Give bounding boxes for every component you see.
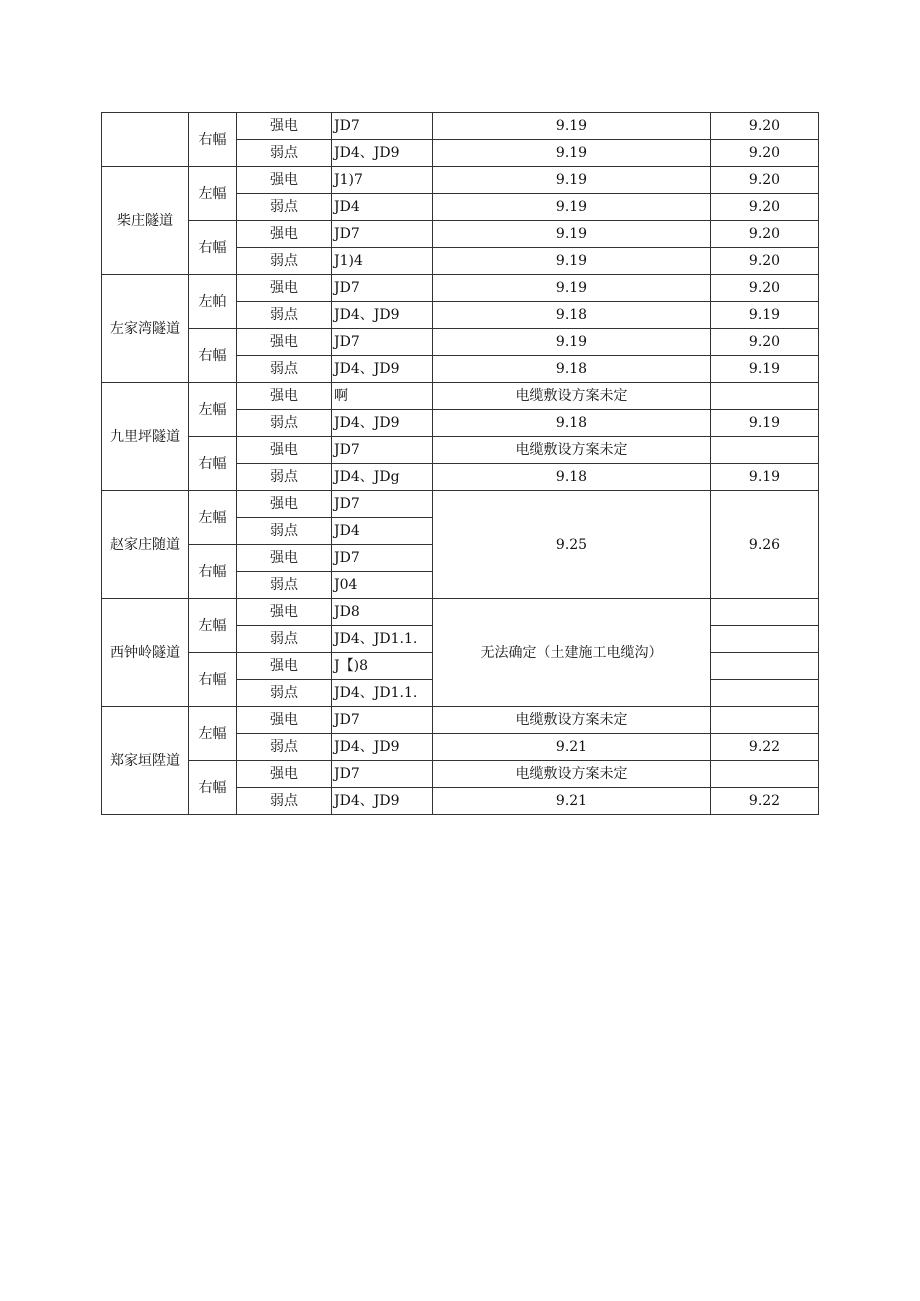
end-date-cell	[711, 680, 819, 707]
side-cell: 左帕	[189, 275, 237, 329]
table-row	[102, 329, 819, 356]
end-date-cell: 9.20	[711, 329, 819, 356]
end-date-cell: 9.22	[711, 788, 819, 815]
table-row	[102, 167, 819, 194]
side-cell: 左幅	[189, 599, 237, 653]
side-cell: 左幅	[189, 383, 237, 437]
junction-cell: JD4、JD9	[332, 140, 433, 167]
end-date-cell: 9.20	[711, 140, 819, 167]
table-row	[102, 383, 819, 410]
start-date-cell: 电缆敷设方案未定	[433, 437, 711, 464]
end-date-cell	[711, 707, 819, 734]
end-date-cell: 9.20	[711, 221, 819, 248]
start-date-cell: 9.18	[433, 410, 711, 437]
cable-type-cell: 弱点	[237, 572, 332, 599]
end-date-cell: 9.19	[711, 302, 819, 329]
end-date-cell: 9.22	[711, 734, 819, 761]
junction-cell: 啊	[332, 383, 433, 410]
cable-type-cell: 强电	[237, 599, 332, 626]
cable-type-cell: 弱点	[237, 356, 332, 383]
tunnel-name-cell: 郑家垣陞道	[102, 707, 189, 815]
cable-type-cell: 弱点	[237, 410, 332, 437]
side-cell: 右幅	[189, 113, 237, 167]
end-date-cell: 9.19	[711, 410, 819, 437]
end-date-cell: 9.20	[711, 248, 819, 275]
junction-cell: JD7	[332, 329, 433, 356]
table-row	[102, 113, 819, 140]
side-cell: 右幅	[189, 437, 237, 491]
start-date-cell: 9.19	[433, 140, 711, 167]
cable-type-cell: 弱点	[237, 464, 332, 491]
junction-cell: J04	[332, 572, 433, 599]
junction-cell: J1)7	[332, 167, 433, 194]
junction-cell: JD7	[332, 491, 433, 518]
table-row	[102, 761, 819, 788]
junction-cell: JD4、JD9	[332, 734, 433, 761]
start-date-cell: 9.19	[433, 113, 711, 140]
start-date-cell: 9.19	[433, 248, 711, 275]
cable-type-cell: 强电	[237, 653, 332, 680]
start-date-cell: 9.19	[433, 167, 711, 194]
end-date-cell	[711, 437, 819, 464]
end-date-cell: 9.19	[711, 464, 819, 491]
cable-type-cell: 弱点	[237, 734, 332, 761]
end-date-cell	[711, 383, 819, 410]
table-row	[102, 437, 819, 464]
junction-cell: J1)4	[332, 248, 433, 275]
side-cell: 右幅	[189, 653, 237, 707]
junction-cell: JD7	[332, 707, 433, 734]
junction-cell: JD4、JD9	[332, 788, 433, 815]
start-date-cell: 9.21	[433, 788, 711, 815]
junction-cell: JD7	[332, 275, 433, 302]
end-date-cell	[711, 761, 819, 788]
junction-cell: JD4、JD9	[332, 302, 433, 329]
cable-type-cell: 弱点	[237, 626, 332, 653]
table-row	[102, 221, 819, 248]
cable-type-cell: 强电	[237, 113, 332, 140]
table-row	[102, 491, 819, 518]
table-row	[102, 275, 819, 302]
end-date-cell: 9.19	[711, 356, 819, 383]
cable-type-cell: 弱点	[237, 788, 332, 815]
side-cell: 右幅	[189, 221, 237, 275]
tunnel-cable-schedule-table	[101, 112, 819, 815]
end-date-cell: 9.26	[711, 491, 819, 599]
table-row	[102, 707, 819, 734]
tunnel-name-cell: 赵家庄随道	[102, 491, 189, 599]
schedule-body	[102, 113, 819, 815]
tunnel-name-cell: 左家湾隧道	[102, 275, 189, 383]
start-date-cell: 9.18	[433, 464, 711, 491]
cable-type-cell: 强电	[237, 437, 332, 464]
junction-cell: JD4	[332, 194, 433, 221]
junction-cell: JD4	[332, 518, 433, 545]
cable-type-cell: 强电	[237, 221, 332, 248]
junction-cell: JD4、JD9	[332, 410, 433, 437]
cable-type-cell: 强电	[237, 275, 332, 302]
cable-type-cell: 强电	[237, 707, 332, 734]
end-date-cell	[711, 653, 819, 680]
tunnel-name-cell	[102, 113, 189, 167]
start-date-cell: 电缆敷设方案未定	[433, 707, 711, 734]
side-cell: 右幅	[189, 545, 237, 599]
cable-type-cell: 强电	[237, 491, 332, 518]
start-date-cell: 9.21	[433, 734, 711, 761]
cable-type-cell: 强电	[237, 167, 332, 194]
cable-type-cell: 强电	[237, 545, 332, 572]
start-date-cell: 9.18	[433, 356, 711, 383]
start-date-cell: 9.19	[433, 194, 711, 221]
start-date-cell: 电缆敷设方案未定	[433, 383, 711, 410]
end-date-cell: 9.20	[711, 167, 819, 194]
end-date-cell	[711, 626, 819, 653]
junction-cell: JD4、JD1.1.	[332, 680, 433, 707]
cable-type-cell: 弱点	[237, 248, 332, 275]
end-date-cell: 9.20	[711, 275, 819, 302]
start-date-cell: 9.19	[433, 221, 711, 248]
side-cell: 右幅	[189, 761, 237, 815]
junction-cell: JD7	[332, 437, 433, 464]
tunnel-name-cell: 柴庄隧道	[102, 167, 189, 275]
junction-cell: JD7	[332, 221, 433, 248]
start-date-cell: 电缆敷设方案未定	[433, 761, 711, 788]
junction-cell: JD8	[332, 599, 433, 626]
cable-type-cell: 弱点	[237, 194, 332, 221]
side-cell: 左幅	[189, 167, 237, 221]
start-date-cell: 无法确定（土建施工电缆沟）	[433, 599, 711, 707]
junction-cell: JD4、JD1.1.	[332, 626, 433, 653]
junction-cell: JD7	[332, 545, 433, 572]
cable-type-cell: 弱点	[237, 140, 332, 167]
junction-cell: JD4、JD9	[332, 356, 433, 383]
table-row	[102, 599, 819, 626]
cable-type-cell: 弱点	[237, 680, 332, 707]
end-date-cell: 9.20	[711, 113, 819, 140]
end-date-cell	[711, 599, 819, 626]
side-cell: 右幅	[189, 329, 237, 383]
cable-type-cell: 弱点	[237, 302, 332, 329]
junction-cell: J【)8	[332, 653, 433, 680]
cable-type-cell: 强电	[237, 761, 332, 788]
tunnel-name-cell: 九里坪隧道	[102, 383, 189, 491]
start-date-cell: 9.18	[433, 302, 711, 329]
start-date-cell: 9.19	[433, 329, 711, 356]
junction-cell: JD7	[332, 761, 433, 788]
side-cell: 左幅	[189, 707, 237, 761]
cable-type-cell: 强电	[237, 383, 332, 410]
junction-cell: JD7	[332, 113, 433, 140]
cable-type-cell: 强电	[237, 329, 332, 356]
end-date-cell: 9.20	[711, 194, 819, 221]
start-date-cell: 9.25	[433, 491, 711, 599]
start-date-cell: 9.19	[433, 275, 711, 302]
tunnel-name-cell: 西钟岭隧道	[102, 599, 189, 707]
cable-type-cell: 弱点	[237, 518, 332, 545]
side-cell: 左幅	[189, 491, 237, 545]
junction-cell: JD4、JDg	[332, 464, 433, 491]
